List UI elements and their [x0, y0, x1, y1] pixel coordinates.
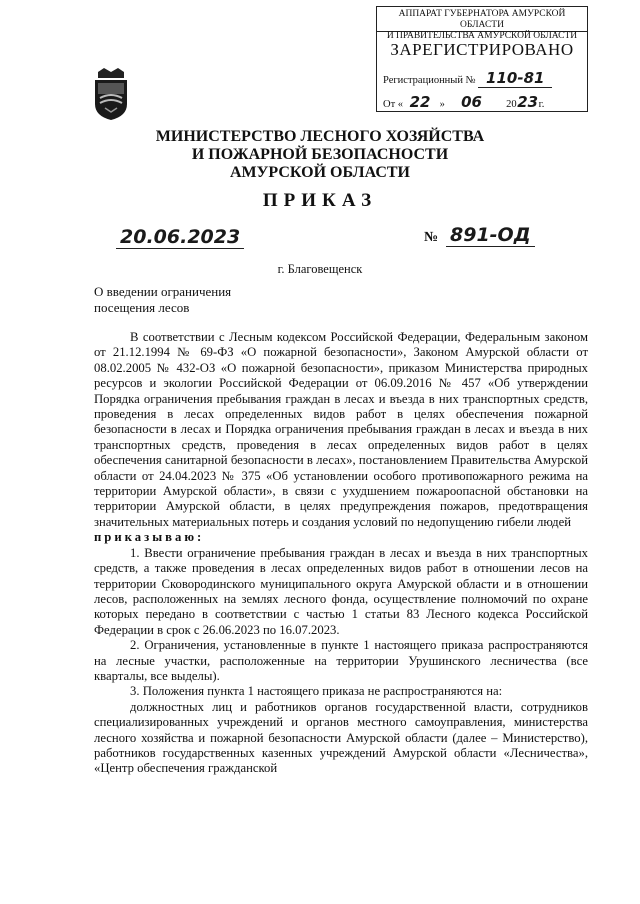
item-1-paragraph: 1. Ввести ограничение пребывания граждан в лесах и въезда в них транспортных средств, а также проведения в лесах определенных видов работ в отношении лесов на территории Сковородинского муниципального округа Амурской области и в отношении лесов, расположенных на землях лесного фонда, осуществление полномочий по охране которых передано в соответствии с частью 1 статьи 83 Лесного кодекса Российской Федерации в срок с 26.06.2023 по 16.07.2023. — [94, 545, 588, 637]
stamp-reg-label: Регистрационный № — [383, 75, 476, 86]
stamp-org-line-1: АППАРАТ ГУБЕРНАТОРА АМУРСКОЙ ОБЛАСТИ — [398, 9, 566, 30]
ministry-line-2: И ПОЖАРНОЙ БЕЗОПАСНОСТИ — [191, 146, 449, 163]
stamp-date-mid: » — [439, 99, 445, 110]
command-word: приказываю: — [94, 530, 205, 545]
order-body — [94, 330, 588, 777]
stamp-reg-number: 110-81 — [478, 69, 552, 88]
order-date — [116, 226, 244, 248]
stamp-registration-row — [383, 69, 581, 88]
stamp-date-prefix: От « — [383, 99, 404, 110]
stamp-date-day: 22 — [403, 93, 437, 112]
stamp-title: ЗАРЕГИСТРИРОВАНО — [390, 40, 574, 59]
coat-of-arms-emblem — [92, 68, 130, 120]
stamp-date-suffix: г. — [538, 99, 545, 110]
stamp-organization — [377, 7, 587, 41]
stamp-date-year-prefix: 20 — [506, 99, 517, 110]
order-number — [446, 224, 535, 246]
order-number-label: № — [424, 230, 439, 245]
stamp-date-month: 06 — [448, 93, 496, 112]
stamp-date-row — [383, 93, 581, 112]
stamp-date-year: 23 — [517, 93, 539, 111]
preamble-paragraph: В соответствии с Лесным кодексом Российской Федерации, Федеральным законом от 21.12.1994 № 69-ФЗ «О пожарной безопасности», Законом Амурской области от 08.02.2005 № 432-ОЗ «О пожарной безопасности», приказом Министерства природных ресурсов и экологии Российской Федерации от 06.09.2016 № 457 «Об утверждении Порядка ограничения пребывания граждан в лесах и въезда в них транспортных средств, проведения в лесах определенных видов работ в целях обеспечения пожарной безопасности в лесах и Порядка ограничения пребывания граждан в лесах и въезда в них транспортных средств, проведения в лесах определенных видов работ в целях обеспечения санитарной безопасности в лесах», постановлением Правительства Амурской области от 24.04.2023 № 375 «Об установлении особого противопожарного режима на территории Амурской области», в связи с ухудшением пожароопасной обстановки на территории Амурской области, в целях предупреждения пожаров, предотвращения значительных материальных потерь и создания условий по недопущению гибели людей — [94, 330, 588, 529]
subject-line-1: О введении ограничения — [94, 284, 232, 299]
item-3-paragraph: 3. Положения пункта 1 настоящего приказа не распространяются на: — [130, 684, 503, 699]
stamp-org-line-2: И ПРАВИТЕЛЬСТВА АМУРСКОЙ ОБЛАСТИ — [386, 31, 578, 41]
item-2-paragraph: 2. Ограничения, установленные в пункте 1 настоящего приказа распространяются на лесные участки, расположенные на территории Урушинского лесничества (все кварталы, все выделы). — [94, 638, 588, 683]
order-number-value: 891-ОД — [446, 224, 535, 247]
ministry-line-3: АМУРСКОЙ ОБЛАСТИ — [230, 164, 410, 181]
ministry-heading — [0, 128, 640, 182]
registration-stamp — [376, 6, 588, 112]
item-3-text-paragraph: должностных лиц и работников органов государственной власти, сотрудников специализированных учреждений и органов местного самоуправления, министерства лесного хозяйства и пожарной безопасности Амурской области (далее – Министерство), работников государственных казенных учреждений Амурской области «Лесничества», «Центр обеспечения гражданской — [94, 699, 588, 776]
city-line: г. Благовещенск — [277, 262, 363, 276]
order-date-value: 20.06.2023 — [116, 226, 244, 249]
document-type-title: ПРИКАЗ — [262, 190, 378, 211]
ministry-line-1: МИНИСТЕРСТВО ЛЕСНОГО ХОЗЯЙСТВА — [155, 128, 485, 145]
subject-line-2: посещения лесов — [94, 300, 190, 315]
order-subject — [94, 284, 314, 316]
